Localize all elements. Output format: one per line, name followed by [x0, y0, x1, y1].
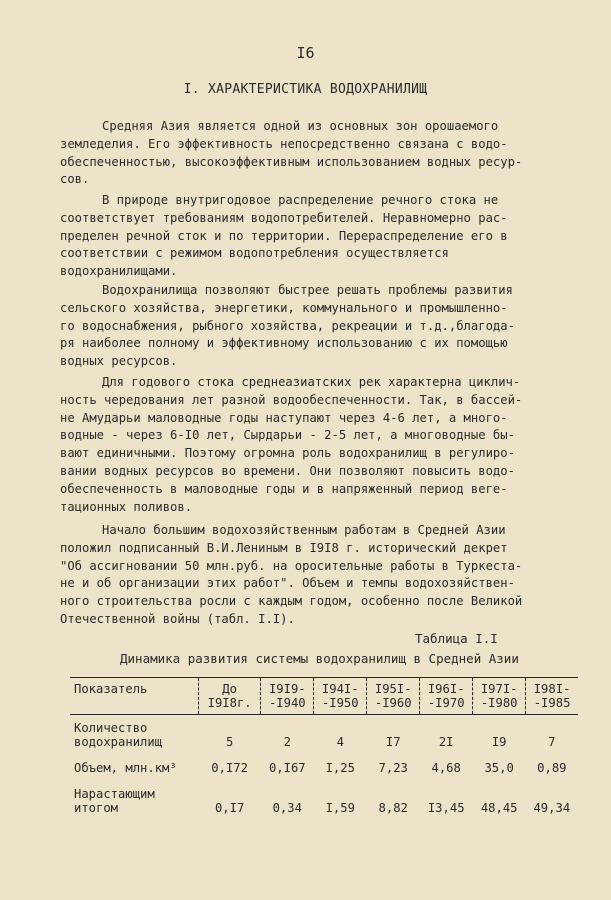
paragraph-line: соответствии с режимом водопотребления осуществляется: [60, 246, 449, 261]
paragraph-line: водных ресурсов.: [60, 354, 178, 369]
table-cell: 5: [225, 735, 234, 749]
header-line: -I940: [268, 696, 306, 710]
paragraph-line: Для годового стока среднеазиатских рек характерна циклич-: [102, 375, 521, 389]
header-line: I98I-: [533, 682, 571, 696]
table-cell: I3,45: [427, 801, 465, 815]
paragraph-3: [60, 282, 560, 371]
header-line: -I985: [533, 696, 571, 710]
header-line: I95I-: [374, 682, 412, 696]
table-cell: 2I: [438, 735, 454, 749]
header-line: -I950: [321, 696, 359, 710]
table-cell: 49,34: [533, 801, 571, 815]
paragraph-line: Водохранилища позволяют быстрее решать проблемы развития: [102, 283, 513, 297]
paragraph-line: вают единичными. Поэтому огромна роль водохранилищ в регулиро-: [60, 446, 515, 461]
paragraph-line: водные - через 6-I0 лет, Сырдарьи - 2-5 лет, а многоводные бы-: [60, 428, 515, 443]
header-line: -I970: [427, 696, 465, 710]
table-cell: 4,68: [431, 761, 461, 775]
table-cell: 2: [283, 735, 291, 749]
table-cell: 0,34: [272, 801, 302, 815]
table-cell: 0,I67: [268, 761, 306, 775]
row-label-line: итогом: [74, 801, 119, 815]
table-cell: 35,0: [484, 761, 514, 775]
paragraph-line: обеспеченность в маловодные годы и в напряженный период веге-: [60, 481, 508, 496]
table-cell: 48,45: [480, 801, 518, 815]
header-line: -I960: [374, 696, 412, 710]
paragraph-line: не Амударьи маловодные годы наступают через 4-6 лет, а много-: [60, 410, 508, 425]
header-indicator: Показатель: [70, 678, 199, 715]
paragraph-line: сов.: [60, 172, 90, 187]
paragraph-line: вании водных ресурсов во времени. Они позволяют повысить водо-: [60, 463, 515, 478]
table-cell: 7: [548, 735, 556, 749]
paragraph-line: го водоснабжения, рыбного хозяйства, рекреации и т.д.,благода-: [60, 318, 515, 333]
row-label-line: водохранилищ: [74, 735, 163, 749]
header-period: [367, 678, 420, 715]
header-line: I97I-: [480, 682, 518, 696]
header-period: [314, 678, 367, 715]
table-row: [70, 715, 578, 756]
row-label: [70, 781, 199, 821]
paragraph-2: [60, 192, 560, 281]
table-cell: 7,23: [378, 761, 408, 775]
paragraph-5: [60, 522, 560, 629]
table-cell: 0,I7: [214, 801, 245, 815]
table-cell: 8,82: [378, 801, 408, 815]
header-line: До: [222, 682, 237, 696]
header-line: I9I8г.: [207, 696, 252, 710]
row-label-line: Количество: [74, 721, 148, 735]
paragraph-line: ного строительства росли с каждым годом, особенно после Великой: [60, 594, 523, 609]
page-number: I6: [296, 44, 315, 62]
paragraph-line: "Об ассигновании 50 млн.руб. на оросительные работы в Туркеста-: [60, 558, 523, 573]
paragraph-line: не и об организации этих работ". Объем и темпы водохозяйствен-: [60, 576, 515, 591]
row-label: Объем, млн.км³: [74, 761, 177, 775]
paragraph-line: ность чередования лет разной водообеспеченности. Так, в бассей-: [60, 392, 523, 407]
paragraph-line: ря наиболее полному и эффективному использованию с их помощью: [60, 336, 508, 351]
paragraph-line: обеспеченностью, высокоэффективным использованием водных ресур-: [60, 154, 523, 169]
table-header-row: [70, 678, 578, 715]
paragraph-line: Начало большим водохозяйственным работам в Средней Азии: [102, 523, 506, 537]
header-period: [526, 678, 578, 715]
table-title: Динамика развития системы водохранилищ в Средней Азии: [120, 651, 519, 666]
table-cell: I,25: [325, 761, 355, 775]
paragraph-line: водохранилищами.: [60, 264, 178, 279]
paragraph-line: Отечественной войны (табл. I.I).: [60, 611, 295, 626]
paragraph-line: тационных поливов.: [60, 499, 193, 514]
header-period: [473, 678, 526, 715]
paragraph-line: Средняя Азия является одной из основных зон орошаемого: [102, 119, 499, 133]
table-caption: Таблица I.I: [415, 631, 498, 646]
table-cell: I9: [491, 735, 507, 749]
table-cell: 0,89: [537, 761, 567, 775]
header-period: [199, 678, 261, 715]
paragraph-line: положил подписанный В.И.Лениным в I9I8 г. исторический декрет: [60, 540, 508, 555]
header-line: I96I-: [427, 682, 465, 696]
section-heading: I. ХАРАКТЕРИСТИКА ВОДОХРАНИЛИЩ: [183, 82, 428, 97]
table-cell: I,59: [325, 801, 355, 815]
row-label-line: Нарастающим: [74, 787, 155, 801]
table-cell: 0,I72: [211, 761, 248, 775]
table-row: [70, 755, 578, 781]
table-cell: I7: [385, 735, 401, 749]
table-row: [70, 781, 578, 821]
paragraph-line: В природе внутригодовое распределение речного стока не: [102, 193, 499, 207]
paragraph-1: [60, 118, 560, 189]
header-line: I94I-: [321, 682, 359, 696]
paragraph-line: сельского хозяйства, энергетики, коммунального и промышленно-: [60, 300, 508, 315]
paragraph-line: соответствует требованиям водопотребителей. Неравномерно рас-: [60, 210, 508, 225]
paragraph-line: пределен речной сток и по территории. Перераспределение его в: [60, 228, 508, 243]
paragraph-4: [60, 374, 560, 516]
paragraph-line: земледелия. Его эффективность непосредственно связана с водо-: [60, 136, 508, 151]
header-line: I9I9-: [268, 682, 306, 696]
header-period: [420, 678, 473, 715]
row-label: [70, 715, 199, 756]
header-line: -I980: [480, 696, 518, 710]
reservoir-table: [70, 677, 578, 821]
header-period: [261, 678, 314, 715]
table-cell: 4: [336, 735, 344, 749]
